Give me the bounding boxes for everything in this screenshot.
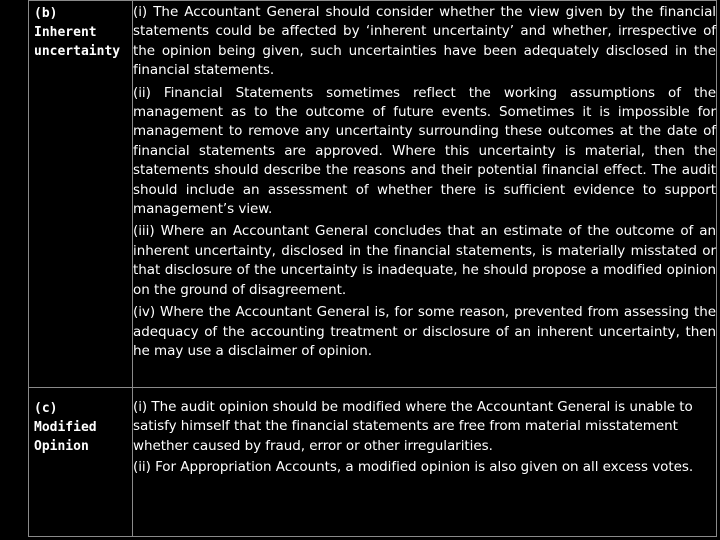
table-row-modified-opinion — [29, 388, 717, 537]
paragraph-c-i: (i) The audit opinion should be modified where the Accountant General is unable to satisfy himself that the financial statements are free from material misstatement whether caused by fraud, error or other irregularities. — [133, 399, 693, 454]
row-heading-modified-opinion: (c) Modified Opinion — [34, 401, 97, 454]
row-body-cell — [133, 1, 717, 388]
paragraph-b-iii: (iii) Where an Accountant General concludes that an estimate of the outcome of an inherent uncertainty, disclosed in the financial statements, is materially misstated or that disclosure of the uncertainty is inadequate, he should propose a modified opinion on the ground of disagreement. — [133, 223, 716, 298]
audit-opinion-table — [28, 0, 717, 537]
paragraph-b-ii: (ii) Financial Statements sometimes reflect the working assumptions of the management as to the outcome of future events. Sometimes it is impossible for management to remove any uncertainty surrounding these outcomes at the date of financial statements are approved. Where this uncertainty is material, then the statements should describe the reasons and their potential financial effect. The audit should include an assessment of whether there is sufficient evidence to support management’s view. — [133, 84, 716, 218]
paragraph-b-i: (i) The Accountant General should consider whether the view given by the financial statements could be affected by ‘inherent uncertainty’ and whether, irrespective of the opinion being given, such uncertainties have been adequately disclosed in the financial statements. — [133, 4, 716, 79]
paragraph-b-iv: (iv) Where the Accountant General is, for some reason, prevented from assessing the adequacy of the accounting treatment or disclosure of an inherent uncertainty, then he may use a disclaimer of opinion. — [133, 304, 716, 359]
paragraph-c-ii: (ii) For Appropriation Accounts, a modified opinion is also given on all excess votes. — [133, 459, 694, 476]
row-body-cell — [133, 388, 717, 537]
row-heading-cell — [29, 388, 133, 537]
row-heading-cell — [29, 1, 133, 388]
row-heading-inherent-uncertainty: (b) Inherent uncertainty — [34, 6, 121, 59]
table-row-inherent-uncertainty — [29, 1, 717, 388]
